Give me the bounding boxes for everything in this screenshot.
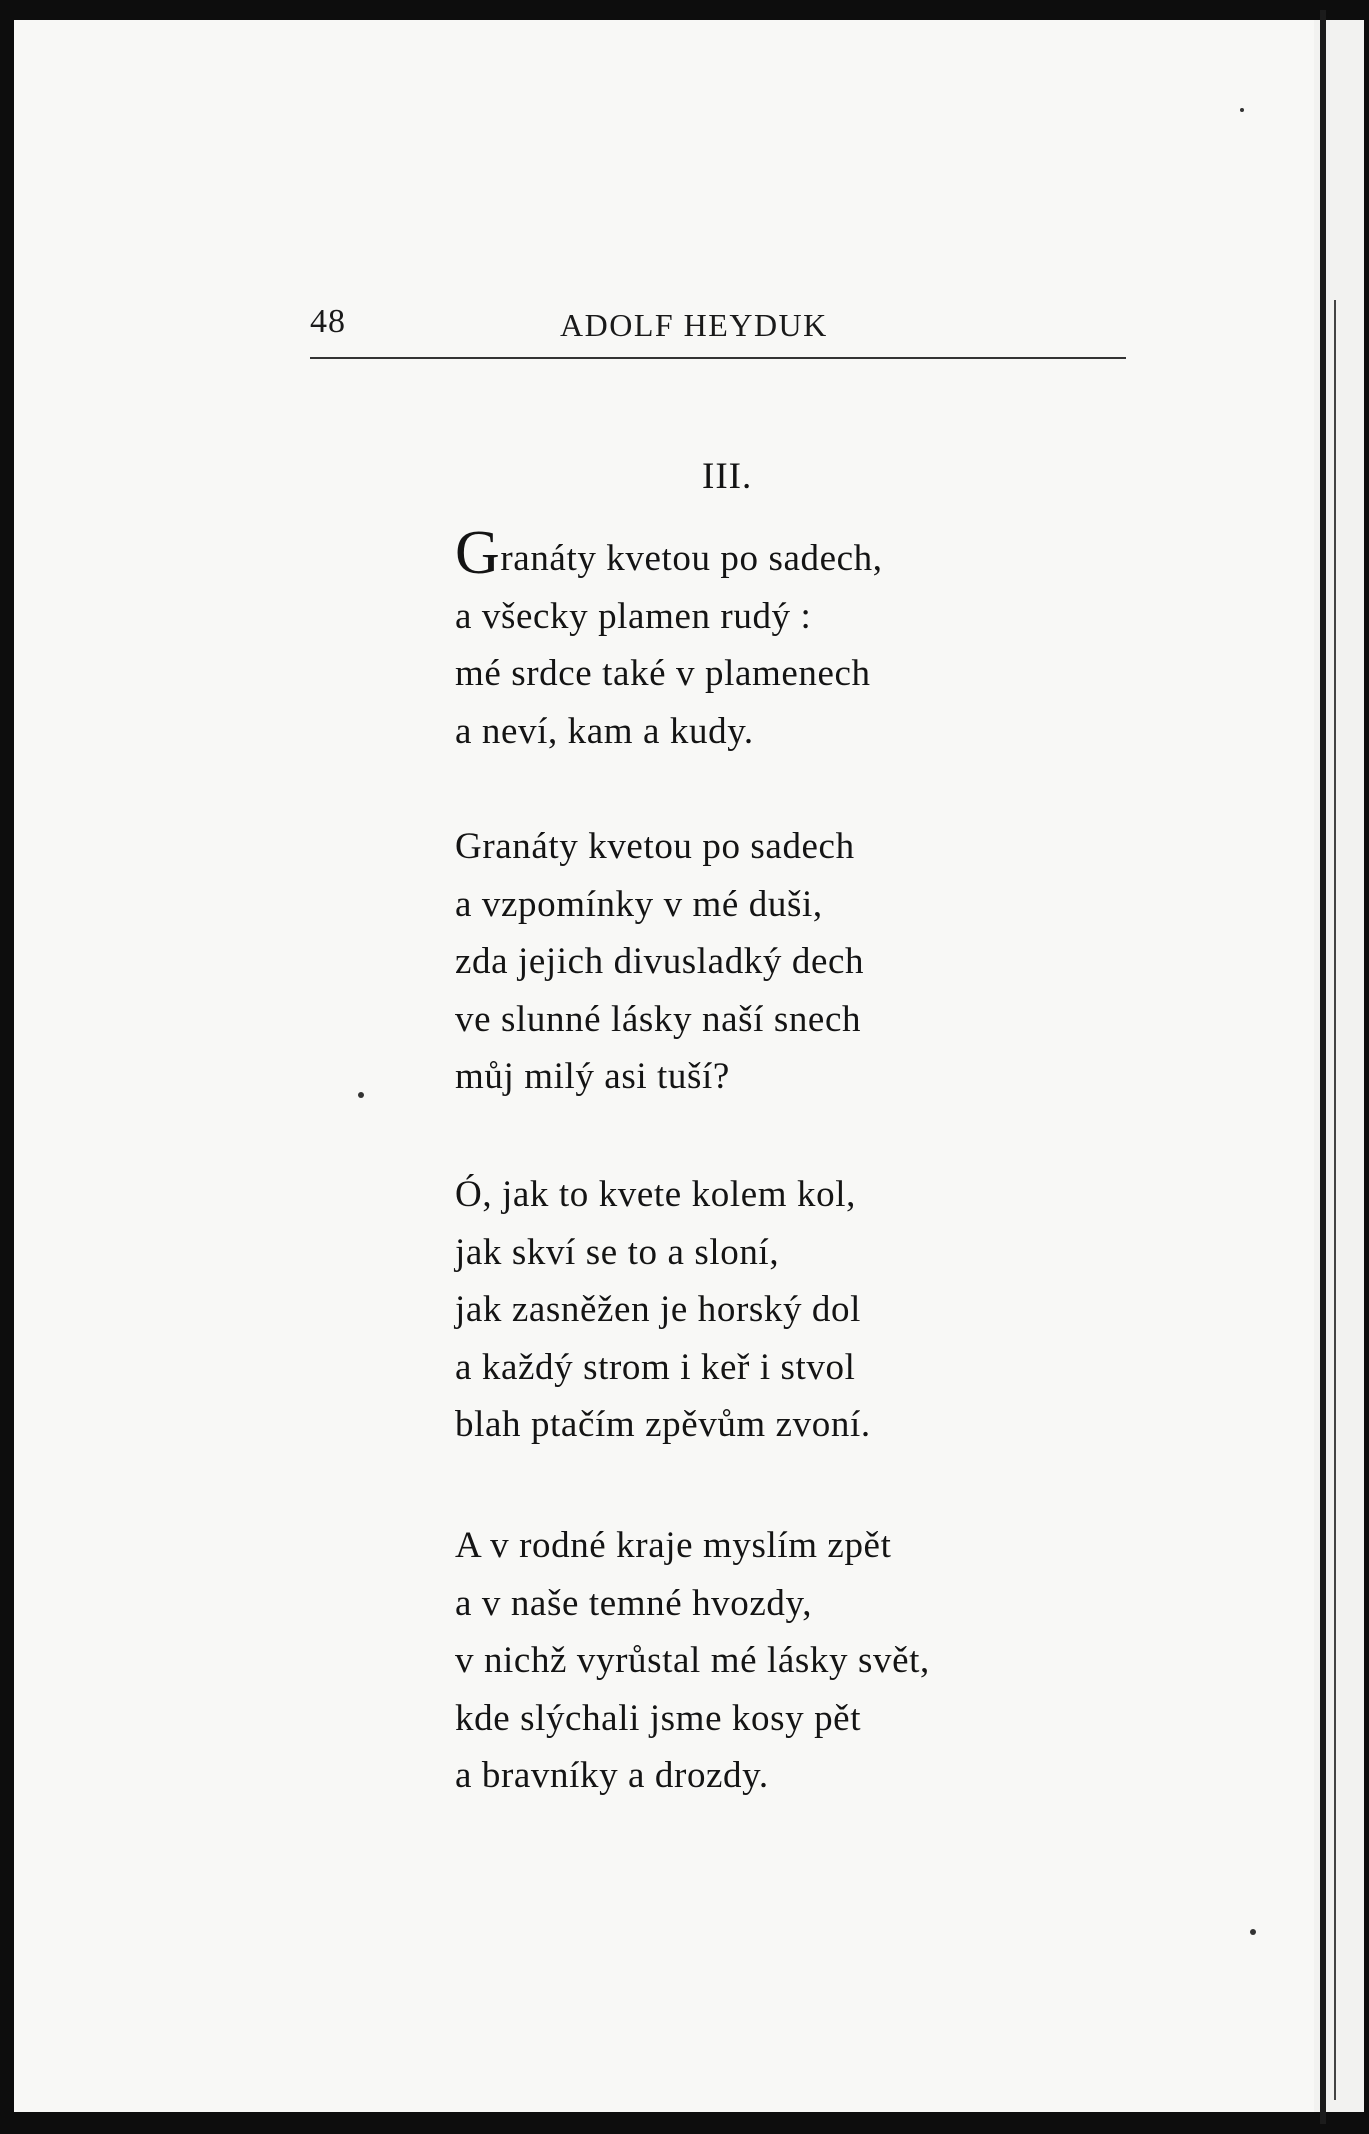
poem-line: blah ptačím zpěvům zvoní. [455, 1404, 871, 1445]
poem-line: mé srdce také v plamenech [455, 653, 871, 694]
poem-line: a všecky plamen rudý : [455, 595, 812, 637]
print-speck [1240, 108, 1244, 112]
print-speck [1250, 1929, 1256, 1935]
poem-line: a bravníky a drozdy. [455, 1755, 769, 1796]
poem-line: jak skví se to a sloní, [455, 1231, 780, 1273]
poem-line-text: ranáty kvetou po sadech, [500, 538, 883, 579]
poem-line: zda jejich divusladký dech [455, 941, 865, 982]
running-head [310, 303, 1126, 343]
drop-cap: G [455, 519, 501, 587]
poem-line: jak zasněžen je horský dol [455, 1289, 862, 1330]
running-head-title: ADOLF HEYDUK [560, 307, 828, 343]
page-number: 48 [310, 303, 346, 340]
stanza-4 [455, 1517, 1075, 1805]
header-rule [310, 357, 1126, 359]
poem-line: A v rodné kraje myslím zpět [455, 1525, 892, 1566]
stanza-1 [455, 519, 1075, 760]
poem-line: a každý strom i keř i stvol [455, 1346, 856, 1388]
stanza-2 [455, 818, 1075, 1106]
poem-line: a vzpomínky v mé duši, [455, 883, 823, 925]
poem-line [455, 519, 1075, 588]
poem-line: Granáty kvetou po sadech [455, 826, 855, 867]
poem-line: kde slýchali jsme kosy pět [455, 1697, 862, 1739]
poem-line: a neví, kam a kudy. [455, 710, 754, 752]
section-number: III. [702, 456, 753, 497]
poem-line: Ó, jak to kvete kolem kol, [455, 1174, 856, 1215]
poem-line: můj milý asi tuší? [455, 1056, 730, 1097]
poem-line: v nichž vyrůstal mé lásky svět, [455, 1640, 930, 1681]
poem-line: ve slunné lásky naší snech [455, 998, 862, 1040]
page-gutter-line [1334, 300, 1336, 2100]
poem-line: a v naše temné hvozdy, [455, 1582, 813, 1624]
stanza-3 [455, 1166, 1075, 1454]
print-speck [358, 1092, 364, 1098]
page-gutter-shadow [1320, 10, 1326, 2124]
